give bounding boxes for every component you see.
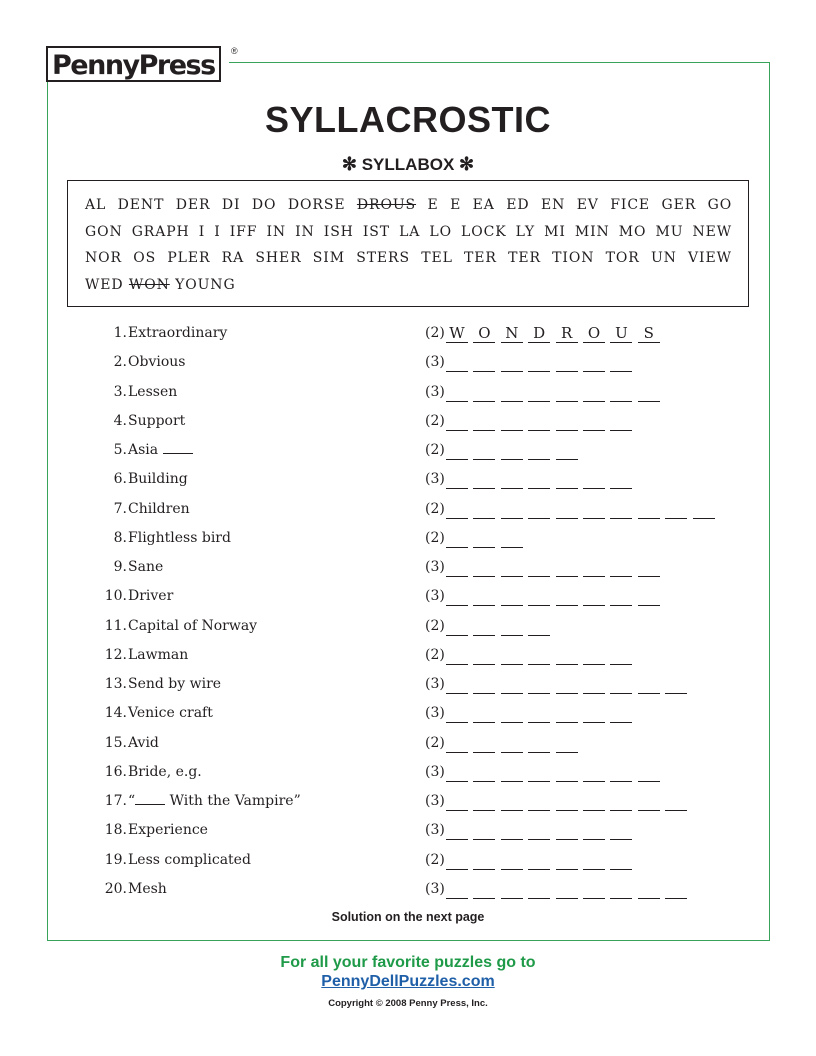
answer-letter-blank[interactable] [665, 676, 687, 694]
syllable[interactable]: PLER [167, 250, 211, 266]
clue-number: 14. [104, 705, 127, 722]
syllabox-heading [0, 154, 816, 175]
clue-text [128, 793, 301, 809]
clue-row [0, 530, 816, 554]
clue-row [0, 413, 816, 437]
answer-letter-blank[interactable] [473, 413, 495, 431]
answer-letter-blank[interactable] [473, 354, 495, 372]
answer-letter-blank[interactable] [473, 559, 495, 577]
answer-letter-blank[interactable] [473, 384, 495, 402]
answer-letter-blank[interactable] [501, 793, 523, 811]
clue-number: 8. [113, 529, 127, 546]
syllable[interactable]: SIM [312, 250, 345, 266]
promo-text: For all your favorite puzzles go to [280, 954, 536, 971]
clue-text: Bride, e.g. [128, 763, 202, 780]
asterisk-icon: ✻ [459, 154, 475, 174]
syllable[interactable]: E [427, 197, 439, 213]
answer-letter-blank[interactable] [501, 559, 523, 577]
clue-row [0, 559, 816, 583]
answer-letter-blank[interactable] [446, 413, 468, 431]
registered-mark: ® [231, 46, 238, 56]
syllable[interactable]: GON [85, 223, 123, 240]
answer-letter-blank[interactable] [583, 764, 605, 782]
clue-text-after: With the Vampire” [165, 793, 301, 809]
answer-letter-blank[interactable] [610, 588, 632, 606]
answer-letter-blank[interactable] [556, 413, 578, 431]
clue-text: Venice craft [128, 705, 213, 722]
answer-letter-blank[interactable] [528, 852, 550, 870]
answer-letter-blank[interactable] [610, 822, 632, 840]
answer-letter-blank[interactable] [446, 676, 468, 694]
solution-note: Solution on the next page [331, 910, 485, 924]
syllable[interactable]: LO [429, 223, 452, 240]
answer-letter-blank[interactable] [446, 705, 468, 723]
syllable-count: (2) [425, 412, 445, 429]
syllable-count: (2) [425, 442, 445, 458]
answer-letter-blank[interactable]: W [446, 325, 468, 343]
answer-letter-blank[interactable] [583, 881, 605, 899]
clue-number: 18. [104, 822, 127, 839]
syllable-count: (2) [425, 646, 445, 663]
syllable[interactable]: VIEW [688, 250, 732, 266]
answer-letter-blank[interactable] [446, 559, 468, 577]
puzzle-title: SYLLACROSTIC [264, 99, 551, 140]
clue-row [0, 442, 816, 466]
answer-letter-blank[interactable] [446, 471, 468, 489]
answer-letter-blank[interactable] [473, 705, 495, 723]
answer-letter-blank[interactable] [473, 501, 495, 519]
syllable[interactable]: EV [576, 197, 599, 213]
answer-letter-blank[interactable] [556, 852, 578, 870]
answer-letter-blank[interactable] [473, 676, 495, 694]
syllable-used[interactable]: DROUS [356, 197, 417, 213]
answer-letter-blank[interactable] [610, 559, 632, 577]
answer-letter-blank[interactable] [556, 442, 578, 460]
clue-text: Send by wire [128, 676, 222, 692]
answer-letter-blank[interactable] [446, 852, 468, 870]
syllable[interactable]: STERS [356, 250, 410, 266]
answer-letter-blank[interactable] [693, 501, 715, 519]
answer-letter-blank[interactable] [473, 588, 495, 606]
syllable[interactable]: ED [506, 197, 530, 213]
answer-letter-blank[interactable] [610, 881, 632, 899]
answer-letter-blank[interactable] [501, 735, 523, 753]
syllable-count: (3) [425, 559, 445, 575]
answer-letter-blank[interactable] [446, 793, 468, 811]
syllable-count: (2) [425, 529, 445, 546]
answer-letter-blank[interactable] [446, 588, 468, 606]
clue-text: Avid [128, 734, 159, 751]
syllable[interactable]: LY [515, 223, 536, 240]
clue-number: 19. [104, 851, 127, 868]
answer-letter-blank[interactable] [528, 647, 550, 665]
clue-text: Lessen [128, 383, 178, 400]
syllable-count: (3) [425, 383, 445, 400]
syllable[interactable]: EA [472, 197, 495, 213]
answer-letter-blank[interactable] [583, 705, 605, 723]
answer-letter-blank[interactable] [556, 588, 578, 606]
syllable[interactable]: FICE [610, 197, 651, 213]
answer-letter-blank[interactable] [501, 530, 523, 548]
clue-row [0, 881, 816, 905]
answer-letter-blank[interactable] [473, 647, 495, 665]
answer-letter-blank[interactable] [556, 384, 578, 402]
clue-row [0, 764, 816, 788]
answer-letter-blank[interactable] [665, 881, 687, 899]
answer-letter-blank[interactable] [556, 705, 578, 723]
clue-text-before: “ [128, 793, 136, 809]
answer-letter-blank[interactable] [583, 413, 605, 431]
clue-number: 13. [104, 676, 127, 692]
syllable[interactable]: UN [650, 250, 677, 266]
clue-number: 11. [104, 617, 127, 634]
syllable[interactable]: MIN [574, 223, 610, 240]
copyright: Copyright © 2008 Penny Press, Inc. [328, 998, 488, 1009]
answer-letter-blank[interactable] [446, 881, 468, 899]
clue-number: 3. [113, 383, 127, 400]
syllable[interactable]: DI [221, 197, 241, 213]
syllable[interactable]: OS [133, 250, 157, 266]
answer-letter-blank[interactable] [501, 618, 523, 636]
answer-letter-blank[interactable] [556, 471, 578, 489]
answer-letter-blank[interactable] [528, 559, 550, 577]
syllable[interactable]: GO [707, 197, 733, 213]
answer-letter-blank[interactable] [556, 676, 578, 694]
clue-row [0, 354, 816, 378]
answer-letter-blank[interactable] [501, 822, 523, 840]
answer-letter-blank[interactable] [446, 822, 468, 840]
clue-row [0, 793, 816, 817]
answer-letter-blank[interactable] [638, 588, 660, 606]
syllable-count: (3) [425, 793, 445, 809]
answer-letter-blank[interactable] [610, 647, 632, 665]
syllable[interactable]: MI [544, 223, 566, 240]
clue-inline-blank [135, 793, 165, 805]
syllabox-line [85, 245, 732, 272]
answer-letter-blank[interactable] [501, 852, 523, 870]
syllable[interactable]: LA [399, 223, 421, 240]
clue-row [0, 384, 816, 408]
syllable[interactable]: MU [655, 223, 684, 240]
answer-letter-blank[interactable] [473, 471, 495, 489]
syllable[interactable]: NOR [85, 250, 122, 266]
syllable[interactable]: GER [661, 197, 697, 213]
syllable-used[interactable]: WON [128, 276, 170, 293]
syllabox-line [85, 272, 732, 299]
answer-letter-blank[interactable] [665, 501, 687, 519]
clue-inline-blank [163, 442, 193, 454]
syllable[interactable]: MO [618, 223, 647, 240]
clue-number: 15. [104, 734, 127, 751]
syllable-count: (3) [425, 822, 445, 839]
clue-number: 10. [104, 588, 127, 605]
answer-letter-blank[interactable] [528, 501, 550, 519]
answer-letter-blank[interactable] [583, 384, 605, 402]
answer-letter-blank[interactable]: U [610, 325, 632, 343]
answer-letter-blank[interactable] [528, 793, 550, 811]
syllable[interactable]: DENT [117, 197, 165, 213]
syllable-count: (2) [425, 617, 445, 634]
answer-letter-blank[interactable]: N [501, 325, 523, 343]
answer-letter-blank[interactable] [501, 764, 523, 782]
clue-text: Sane [128, 559, 164, 575]
answer-letter-blank[interactable] [583, 501, 605, 519]
answer-letter-blank[interactable]: O [583, 325, 605, 343]
answer-letter-blank[interactable] [556, 647, 578, 665]
clue-text [128, 442, 193, 458]
answer-letter-blank[interactable] [556, 501, 578, 519]
syllable[interactable]: IN [266, 223, 287, 240]
clue-number: 2. [113, 354, 127, 371]
answer-letter-blank[interactable] [583, 852, 605, 870]
answer-letter-blank[interactable] [446, 618, 468, 636]
syllable[interactable]: I [214, 223, 221, 240]
answer-letter-blank[interactable] [583, 822, 605, 840]
syllable-count: (2) [425, 325, 445, 341]
clue-number: 6. [113, 471, 127, 488]
syllable-count: (3) [425, 471, 445, 488]
clue-number: 7. [113, 500, 127, 517]
syllable[interactable]: LOCK [461, 223, 507, 240]
answer-letter-blank[interactable] [473, 618, 495, 636]
answer-letter-blank[interactable] [528, 735, 550, 753]
clue-number: 17. [104, 793, 127, 809]
syllable[interactable]: I [198, 223, 206, 240]
answer-letter-blank[interactable] [583, 647, 605, 665]
answer-letter-blank[interactable] [501, 588, 523, 606]
syllable[interactable]: IFF [229, 223, 258, 240]
syllable[interactable]: YOUNG [175, 276, 236, 293]
answer-letter-blank[interactable] [583, 354, 605, 372]
syllable[interactable]: DER [175, 197, 211, 213]
syllable-count: (3) [425, 588, 445, 605]
clue-text: Support [128, 412, 186, 429]
answer-letter-blank[interactable]: R [556, 325, 578, 343]
answer-letter-blank[interactable] [473, 822, 495, 840]
answer-letter-blank[interactable] [528, 413, 550, 431]
syllable[interactable]: TEL [421, 250, 453, 266]
syllable[interactable]: TION [552, 250, 595, 266]
answer-letter-blank[interactable] [583, 676, 605, 694]
answer-letter-blank[interactable] [638, 501, 660, 519]
syllabox-line [85, 219, 732, 246]
answer-letter-blank[interactable] [610, 793, 632, 811]
asterisk-icon: ✻ [341, 154, 357, 174]
clue-text: Driver [128, 588, 174, 605]
answer-letter-blank[interactable] [556, 881, 578, 899]
pennypress-logo: PennyPress [46, 46, 221, 82]
answer-letter-blank[interactable] [665, 793, 687, 811]
syllable[interactable]: DO [251, 197, 277, 213]
syllable[interactable]: NEW [692, 223, 733, 240]
answer-letter-blank[interactable] [610, 471, 632, 489]
clue-row [0, 852, 816, 876]
syllable[interactable]: DORSE [287, 197, 346, 213]
answer-letter-blank[interactable] [473, 442, 495, 460]
answer-letter-blank[interactable] [501, 501, 523, 519]
answer-letter-blank[interactable] [446, 501, 468, 519]
syllable-count: (2) [425, 851, 445, 868]
clue-number: 12. [104, 646, 127, 663]
answer-letter-blank[interactable] [473, 764, 495, 782]
clue-number: 20. [104, 880, 127, 897]
answer-letter-blank[interactable] [556, 354, 578, 372]
answer-letter-blank[interactable] [528, 764, 550, 782]
syllable-count: (3) [425, 676, 445, 692]
clue-text: Mesh [128, 880, 167, 897]
answer-letter-blank[interactable] [638, 881, 660, 899]
answer-letter-blank[interactable] [446, 384, 468, 402]
answer-letter-blank[interactable] [446, 530, 468, 548]
clue-row [0, 735, 816, 759]
syllable[interactable]: ISH [323, 223, 354, 240]
answer-letter-blank[interactable] [638, 764, 660, 782]
answer-letter-blank[interactable] [528, 822, 550, 840]
answer-letter-blank[interactable] [501, 471, 523, 489]
answer-letter-blank[interactable] [446, 735, 468, 753]
answer-letter-blank[interactable] [501, 442, 523, 460]
answer-letter-blank[interactable] [556, 735, 578, 753]
answer-letter-blank[interactable] [501, 384, 523, 402]
answer-letter-blank[interactable] [610, 676, 632, 694]
clue-number: 1. [113, 325, 127, 341]
answer-letter-blank[interactable] [528, 384, 550, 402]
answer-letter-blank[interactable] [610, 501, 632, 519]
clue-row [0, 588, 816, 612]
answer-letter-blank[interactable] [556, 764, 578, 782]
syllabox [67, 180, 749, 307]
syllable[interactable]: SHER [255, 250, 302, 266]
clue-text: Extraordinary [128, 325, 228, 341]
answer-letter-blank[interactable] [610, 764, 632, 782]
answer-letter-blank[interactable] [473, 881, 495, 899]
clue-text-before: Asia [128, 442, 159, 458]
syllable[interactable]: AL [85, 197, 107, 213]
answer-letter-blank[interactable] [501, 647, 523, 665]
answer-letter-blank[interactable] [583, 588, 605, 606]
answer-letter-blank[interactable] [556, 793, 578, 811]
clue-text: Building [128, 471, 188, 488]
clue-text: Capital of Norway [128, 617, 258, 634]
brand-logo-wrap [42, 46, 238, 82]
answer-letter-blank[interactable] [638, 676, 660, 694]
answer-letter-blank[interactable] [528, 354, 550, 372]
clue-text: Obvious [128, 354, 186, 371]
answer-letter-blank[interactable] [583, 559, 605, 577]
answer-letter-blank[interactable] [473, 530, 495, 548]
clue-row [0, 325, 816, 349]
answer-letter-blank[interactable]: O [473, 325, 495, 343]
answer-letter-blank[interactable] [446, 764, 468, 782]
syllable-count: (2) [425, 734, 445, 751]
syllable[interactable]: GRAPH [131, 223, 190, 240]
answer-letter-blank[interactable] [583, 471, 605, 489]
answer-letter-blank[interactable]: D [528, 325, 550, 343]
syllable-count: (3) [425, 354, 445, 371]
syllable[interactable]: TOR [605, 250, 640, 266]
answer-letter-blank[interactable] [501, 705, 523, 723]
answer-letter-blank[interactable] [528, 676, 550, 694]
answer-letter-blank[interactable]: S [638, 325, 660, 343]
clue-row [0, 705, 816, 729]
clue-row [0, 676, 816, 700]
site-link[interactable]: PennyDellPuzzles.com [321, 973, 495, 990]
answer-letter-blank[interactable] [610, 384, 632, 402]
answer-letter-blank[interactable] [610, 852, 632, 870]
clue-row [0, 501, 816, 525]
syllable-count: (3) [425, 705, 445, 722]
syllable-count: (3) [425, 880, 445, 897]
syllable[interactable]: E [450, 197, 462, 213]
answer-letter-blank[interactable] [556, 822, 578, 840]
answer-letter-blank[interactable] [473, 852, 495, 870]
syllabox-label: SYLLABOX [361, 155, 455, 174]
answer-letter-blank[interactable] [610, 413, 632, 431]
clue-text: Lawman [128, 646, 189, 663]
syllable[interactable]: RA [221, 250, 245, 266]
answer-letter-blank[interactable] [501, 354, 523, 372]
syllable[interactable]: IST [362, 223, 391, 240]
syllable[interactable]: TER [464, 250, 497, 266]
answer-letter-blank[interactable] [473, 793, 495, 811]
answer-letter-blank[interactable] [528, 618, 550, 636]
clue-row [0, 618, 816, 642]
clue-text: Less complicated [128, 851, 251, 868]
syllable[interactable]: EN [540, 197, 566, 213]
answer-letter-blank[interactable] [446, 354, 468, 372]
answer-letter-blank[interactable] [638, 793, 660, 811]
syllabox-line [85, 192, 732, 219]
syllable-count: (2) [425, 500, 445, 517]
answer-letter-blank[interactable] [501, 413, 523, 431]
clue-number: 16. [104, 763, 127, 780]
answer-letter-blank[interactable] [610, 354, 632, 372]
clue-row [0, 822, 816, 846]
answer-letter-blank[interactable] [446, 442, 468, 460]
answer-letter-blank[interactable] [501, 881, 523, 899]
syllable[interactable]: IN [295, 223, 315, 240]
clue-number: 9. [113, 559, 127, 575]
clue-row [0, 471, 816, 495]
clue-row [0, 647, 816, 671]
answer-letter-blank[interactable] [528, 442, 550, 460]
syllable-count: (3) [425, 763, 445, 780]
clue-text: Experience [128, 822, 208, 839]
answer-letter-blank[interactable] [638, 384, 660, 402]
answer-letter-blank[interactable] [556, 559, 578, 577]
clue-text: Children [128, 500, 190, 517]
syllable[interactable]: TER [508, 250, 541, 266]
clue-text: Flightless bird [128, 529, 231, 546]
answer-letter-blank[interactable] [528, 881, 550, 899]
answer-letter-blank[interactable] [473, 735, 495, 753]
answer-letter-blank[interactable] [528, 471, 550, 489]
answer-letter-blank[interactable] [583, 793, 605, 811]
syllable[interactable]: WED [85, 276, 124, 293]
clue-number: 5. [113, 442, 127, 458]
answer-letter-blank[interactable] [638, 559, 660, 577]
answer-letter-blank[interactable] [446, 647, 468, 665]
answer-letter-blank[interactable] [610, 705, 632, 723]
answer-letter-blank[interactable] [528, 705, 550, 723]
clue-number: 4. [113, 412, 127, 429]
answer-letter-blank[interactable] [528, 588, 550, 606]
answer-letter-blank[interactable] [501, 676, 523, 694]
